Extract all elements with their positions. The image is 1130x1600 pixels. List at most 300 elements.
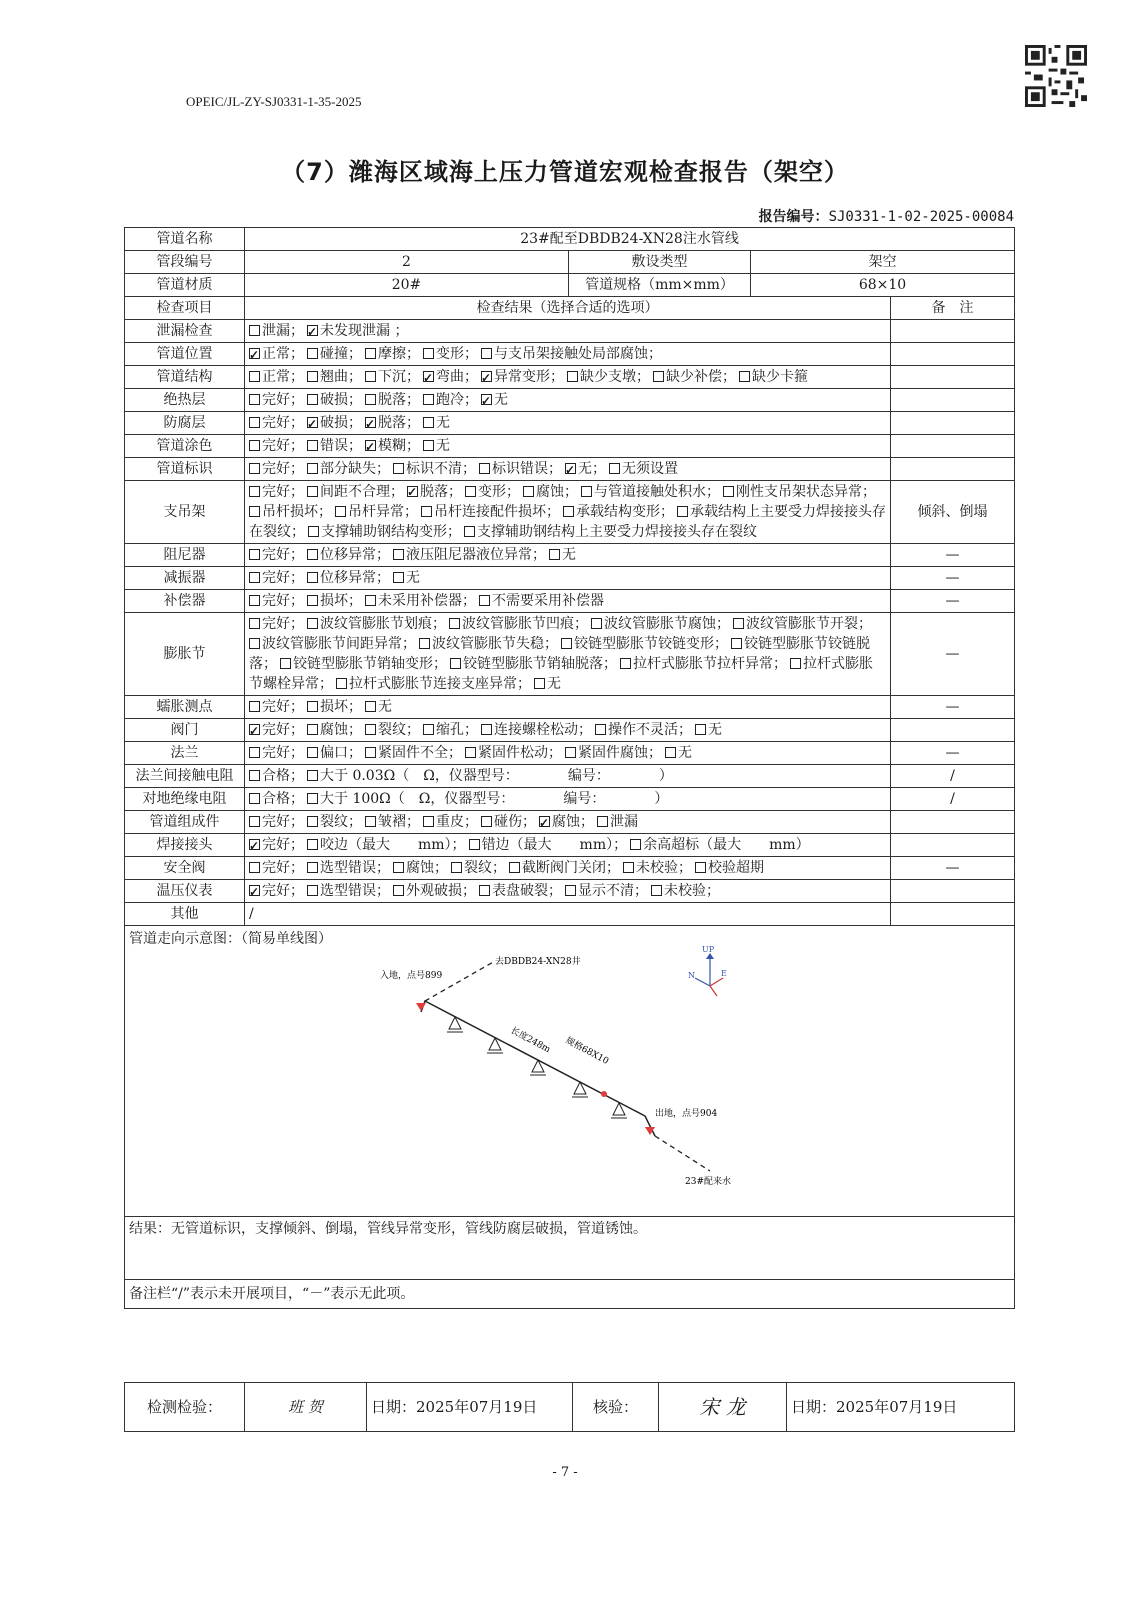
inspection-result [245,458,891,481]
date-1-label: 日期： [371,1398,417,1416]
checkbox-icon [336,678,347,689]
result-option [695,722,722,738]
option-text: 铰链型膨胀节销轴脱落； [463,656,617,672]
to-well-label: 去DBDB24-XN28井 [495,957,581,967]
result-option [365,346,420,362]
inspection-result [245,857,891,880]
option-text: 裂纹； [464,860,506,876]
inspection-result [245,880,891,903]
inspection-result [245,765,891,788]
signature-table [124,1382,1015,1432]
inspection-row [125,544,1015,567]
checkbox-icon [249,549,260,560]
inspection-result [245,590,891,613]
option-text: 吊杆连接配件损坏； [434,504,560,520]
result-option [365,814,420,830]
result-option [365,392,420,408]
report-number [759,206,1014,226]
option-text: 波纹管膨胀节间距异常； [262,636,416,652]
pipe-name: 23#配至DBDB24-XN28注水管线 [245,228,1015,251]
option-text: 摩擦； [378,346,420,362]
inspection-row [125,719,1015,742]
laying-label: 敷设类型 [569,251,751,274]
option-text: 错边（最大 mm）； [481,837,628,853]
option-text: 缺少补偿； [666,369,736,385]
option-text: 皱褶； [378,814,420,830]
checkbox-icon [565,747,576,758]
option-text: 波纹管膨胀节失稳； [432,636,558,652]
inspection-row [125,742,1015,765]
option-text: 校验超期 [708,860,764,876]
option-text: 标识不清； [406,461,476,477]
result-option [249,369,304,385]
option-text: 变形； [436,346,478,362]
checkbox-icon [561,638,572,649]
option-text: 完好； [262,699,304,715]
option-text: 无须设置 [622,461,678,477]
result-option [481,346,662,362]
checkbox-icon [481,816,492,827]
inspection-result [245,567,891,590]
result-option [423,346,478,362]
inspection-item-label: 管道结构 [125,366,245,389]
result-option [249,722,304,738]
inspection-item-label: 膨胀节 [125,613,245,696]
remark-cell: — [891,544,1015,567]
option-text: 截断阀门关闭； [522,860,620,876]
checkbox-icon [393,862,404,873]
inspection-row [125,481,1015,544]
inspection-item-label: 补偿器 [125,590,245,613]
segment-label: 管段编号 [125,251,245,274]
checkbox-icon [365,816,376,827]
inspection-item-label: 安全阀 [125,857,245,880]
result-option [479,461,562,477]
checkbox-icon [307,724,318,735]
result-option [451,860,506,876]
result-option [307,722,362,738]
date-1 [367,1383,573,1432]
checkbox-icon [307,618,318,629]
checkbox-icon [307,816,318,827]
option-text: 跑冷； [436,392,478,408]
option-text: 完好； [262,547,304,563]
option-text: 位移异常； [320,570,390,586]
result-option [307,570,390,586]
option-text: 铰链型膨胀节销轴变形； [293,656,447,672]
option-text: 操作不灵活； [608,722,692,738]
report-number-value: SJ0331-1-02-2025-00084 [828,209,1014,225]
checkbox-icon [307,549,318,560]
option-text: 完好； [262,814,304,830]
result-option [365,722,420,738]
checkbox-icon [249,770,260,781]
result-option [609,461,678,477]
inspection-item-label: 法兰 [125,742,245,765]
option-text: 无 [562,547,576,563]
checkbox-icon [307,747,318,758]
checkbox-icon [731,638,742,649]
result-option [695,860,764,876]
inspection-row [125,834,1015,857]
result-option [421,504,560,520]
checkbox-icon [307,770,318,781]
option-text: 变形； [478,484,520,500]
date-2-label: 日期： [791,1398,837,1416]
dashed-line-to-well [425,961,495,1001]
result-option [597,814,638,830]
option-text: 吊杆损坏； [262,504,332,520]
option-text: 完好； [262,593,304,609]
inspection-result [245,811,891,834]
checkbox-icon [423,724,434,735]
result-option [407,484,462,500]
inspection-item-label: 支吊架 [125,481,245,544]
option-text: 承载结构上主要受力焊接接头存在裂纹； [249,504,886,540]
checkbox-icon [479,885,490,896]
checkbox-icon [365,701,376,712]
option-text: 裂纹； [320,814,362,830]
checkbox-icon [307,839,318,850]
result-option [307,438,362,454]
checkbox-icon [651,885,662,896]
result-option [630,837,810,853]
result-option [336,676,531,692]
result-option [739,369,808,385]
inspection-item-label: 泄漏检查 [125,320,245,343]
result-option [249,392,304,408]
option-text: 波纹管膨胀节腐蚀； [604,616,730,632]
result-option [249,484,304,500]
checkbox-icon [465,486,476,497]
option-text: 支撑辅助钢结构变形； [321,524,461,540]
checkbox-icon [365,348,376,359]
option-text: 完好； [262,883,304,899]
option-text: 连接螺栓松动； [494,722,592,738]
checkbox-icon [307,394,318,405]
option-text: 完好； [262,722,304,738]
result-option [481,369,564,385]
checkbox-icon [665,747,676,758]
option-text: 碰撞； [320,346,362,362]
result-option [365,593,476,609]
dashed-line-from-station [655,1136,710,1171]
checkbox-icon [609,463,620,474]
result-option [591,616,730,632]
note-row [125,1280,1015,1309]
checkbox-icon [393,549,404,560]
checkbox-icon [567,371,578,382]
conclusion-text: 结果：无管道标识，支撑倾斜、倒塌，管线异常变形，管线防腐层破损，管道锈蚀。 [125,1217,1015,1280]
option-text: 无 [494,392,508,408]
remark-cell [891,903,1015,926]
checkbox-icon [249,701,260,712]
inspection-row [125,857,1015,880]
option-text: 缺少卡箍 [752,369,808,385]
result-option [423,415,450,431]
checked-box-icon [407,486,418,497]
option-text: 完好； [262,438,304,454]
option-text: 腐蚀； [320,722,362,738]
option-text: 翘曲； [320,369,362,385]
note-text: 备注栏“/”表示未开展项目，“－”表示无此项。 [125,1280,1015,1309]
checkbox-icon [307,486,318,497]
checkbox-icon [450,658,461,669]
result-option [307,883,390,899]
inspection-result [245,788,891,811]
inspection-row [125,389,1015,412]
option-text: 无 [436,438,450,454]
option-text: 未校验； [664,883,720,899]
option-text: 损坏； [320,593,362,609]
checkbox-icon [249,440,260,451]
inspection-row [125,613,1015,696]
option-text: 间距不合理； [320,484,404,500]
material-value: 20# [245,274,569,297]
length-label: 长度248m [508,1025,552,1056]
option-text: 脱落； [420,484,462,500]
inspection-item-label: 减振器 [125,567,245,590]
result-option [423,369,478,385]
option-text: 完好； [262,837,304,853]
pipe-line [421,1001,655,1136]
option-text: 刚性支吊架状态异常； [736,484,876,500]
checkbox-icon [393,572,404,583]
result-option [307,768,673,784]
spec-value: 68×10 [751,274,1015,297]
result-option [393,547,546,563]
inspection-result [245,544,891,567]
option-text: 未发现泄漏 ； [320,323,409,339]
option-text: 未采用补偿器； [378,593,476,609]
inspection-result [245,696,891,719]
checkbox-icon [623,862,634,873]
remark-cell [891,366,1015,389]
sketch-label: 管道走向示意图：（简易单线图） [129,931,332,947]
checkbox-icon [469,839,480,850]
option-text: 合格； [262,768,304,784]
checkbox-icon [523,486,534,497]
sketch-row [125,926,1015,1217]
option-text: 承载结构变形； [576,504,674,520]
checkbox-icon [249,638,260,649]
result-option [733,616,872,632]
option-text: 液压阻尼器液位异常； [406,547,546,563]
conclusion-row [125,1217,1015,1280]
option-text: 无 [678,745,692,761]
checkbox-icon [419,638,430,649]
checkbox-icon [423,348,434,359]
from-station-label: 23#配来水 [685,1177,731,1187]
remark-cell [891,320,1015,343]
checkbox-icon [249,747,260,758]
result-option [365,699,392,715]
checkbox-icon [335,506,346,517]
qr-code-icon [1025,45,1087,107]
checkbox-icon [307,793,318,804]
inspection-result [245,366,891,389]
checkbox-icon [249,463,260,474]
checkbox-icon [723,486,734,497]
column-header-row [125,297,1015,320]
inspection-row [125,412,1015,435]
checkbox-icon [509,862,520,873]
checkbox-icon [280,658,291,669]
checkbox-icon [563,506,574,517]
option-text: 腐蚀； [406,860,448,876]
inspection-table [124,227,1015,1309]
checked-box-icon [249,724,260,735]
pipeline-diagram [125,926,1013,1216]
inspection-item-label: 阻尼器 [125,544,245,567]
checkbox-icon [249,862,260,873]
inspection-row [125,903,1015,926]
checkbox-icon [393,463,404,474]
option-text: 偏口； [320,745,362,761]
spec-label: 管道规格（mm×mm） [569,274,751,297]
signature-row [125,1383,1015,1432]
checkbox-icon [307,371,318,382]
checkbox-icon [249,325,260,336]
remark-cell: — [891,567,1015,590]
result-option [423,438,450,454]
inspection-item-label: 对地绝缘电阻 [125,788,245,811]
result-option [249,699,304,715]
checkbox-icon [307,862,318,873]
result-option [549,547,576,563]
in-point-label: 入地，点号899 [380,971,443,981]
result-option [565,745,662,761]
inspection-item-label: 焊接接头 [125,834,245,857]
option-text: 选型错误； [320,860,390,876]
inspection-row [125,343,1015,366]
checked-box-icon [539,816,550,827]
checkbox-icon [365,724,376,735]
result-option [465,745,562,761]
result-option [469,837,628,853]
checkbox-icon [423,816,434,827]
checkbox-icon [423,440,434,451]
result-option [307,346,362,362]
checked-box-icon [249,348,260,359]
remark-cell [891,343,1015,366]
result-option [307,814,362,830]
option-text: 与管道接触处积水； [594,484,720,500]
result-option [249,768,304,784]
inspection-item-label: 防腐层 [125,412,245,435]
checkbox-icon [581,486,592,497]
result-option [307,461,390,477]
checkbox-icon [249,486,260,497]
col-remark-header: 备 注 [891,297,1015,320]
inspection-result [245,389,891,412]
inspection-result [245,903,891,926]
sketch-area [125,926,1015,1217]
checkbox-icon [630,839,641,850]
result-text: / [249,906,254,922]
result-option [393,461,476,477]
remark-cell: / [891,788,1015,811]
result-option [249,346,304,362]
result-option [249,814,304,830]
result-option [307,415,362,431]
info-row-material [125,274,1015,297]
option-text: 紧固件腐蚀； [578,745,662,761]
result-option [465,484,520,500]
remark-cell: 倾斜、倒塌 [891,481,1015,544]
checkbox-icon [695,862,706,873]
checked-box-icon [365,440,376,451]
result-option [249,415,304,431]
option-text: 显示不清； [578,883,648,899]
remark-cell [891,435,1015,458]
remark-cell: — [891,613,1015,696]
option-text: 完好； [262,745,304,761]
checkbox-icon [307,440,318,451]
checkbox-icon [423,417,434,428]
checkbox-icon [739,371,750,382]
result-option [653,369,736,385]
option-text: 与支吊架接触处局部腐蚀； [494,346,662,362]
checkbox-icon [393,885,404,896]
valve-marker [601,1091,607,1097]
laying-value: 架空 [751,251,1015,274]
inspection-item-label: 绝热层 [125,389,245,412]
option-text: 未校验； [636,860,692,876]
support-symbols [447,1017,627,1118]
inspection-row [125,788,1015,811]
option-text: 位移异常； [320,547,390,563]
result-option [464,524,757,540]
checked-box-icon [249,839,260,850]
checkbox-icon [695,724,706,735]
result-option [307,369,362,385]
inspector-label: 检测检验： [125,1383,245,1432]
inspection-result [245,481,891,544]
result-option [423,392,478,408]
result-option [249,860,304,876]
result-option [249,504,332,520]
checkbox-icon [249,816,260,827]
result-option [581,484,720,500]
checkbox-icon [365,747,376,758]
checkbox-icon [421,506,432,517]
result-option [450,656,617,672]
checkbox-icon [307,885,318,896]
compass-icon [688,945,727,996]
inspector-signature: 班 贺 [245,1383,367,1432]
in-ground-marker [416,1003,426,1011]
result-option [249,791,304,807]
option-text: 外观破损； [406,883,476,899]
checkbox-icon [249,595,260,606]
result-option [249,883,304,899]
option-text: 模糊； [378,438,420,454]
inspection-result [245,719,891,742]
checked-box-icon [365,417,376,428]
inspection-item-label: 管道涂色 [125,435,245,458]
checkbox-icon [449,618,460,629]
checked-box-icon [249,885,260,896]
option-text: 大于 0.03Ω（ Ω，仪器型号： 编号： ） [320,768,673,784]
result-option [307,392,362,408]
inspection-item-label: 管道标识 [125,458,245,481]
checked-box-icon [481,394,492,405]
option-text: 完好； [262,392,304,408]
inspection-row [125,320,1015,343]
inspection-row [125,567,1015,590]
result-option [595,722,692,738]
